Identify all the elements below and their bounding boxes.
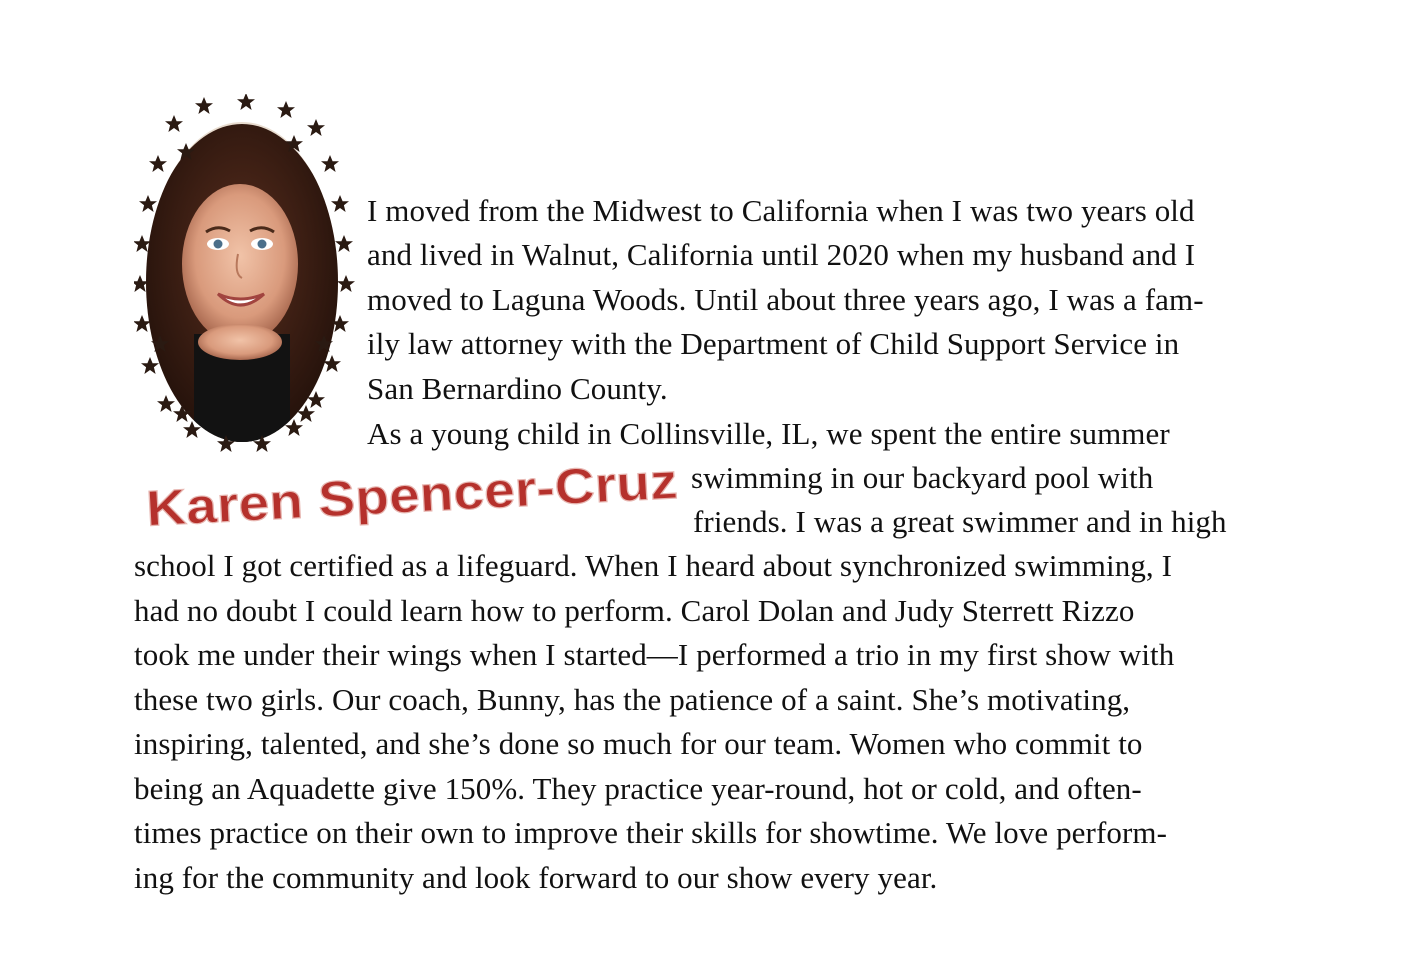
bio-line-15: times practice on their own to improve their skills for showtime. We love perform- <box>134 815 1168 850</box>
bio-line-11: took me under their wings when I started—I performed a trio in my first show with <box>134 637 1175 672</box>
bio-line-14: being an Aquadette give 150%. They practice year-round, hot or cold, and often- <box>134 771 1142 806</box>
bio-line-1: I moved from the Midwest to California when I was two years old <box>367 193 1195 228</box>
bio-line-2: and lived in Walnut, California until 2020 when my husband and I <box>367 237 1196 272</box>
bio-line-5: San Bernardino County. <box>367 371 668 406</box>
bio-line-13: inspiring, talented, and she’s done so much for our team. Women who commit to <box>134 726 1143 761</box>
bio-line-4: ily law attorney with the Department of Child Support Service in <box>367 326 1180 361</box>
bio-line-3: moved to Laguna Woods. Until about three years ago, I was a fam- <box>367 282 1204 317</box>
bio-line-6: As a young child in Collinsville, IL, we spent the entire summer <box>367 416 1170 451</box>
bio-line-7: swimming in our backyard pool with <box>691 460 1154 495</box>
bio-line-12: these two girls. Our coach, Bunny, has the patience of a saint. She’s motivating, <box>134 682 1131 717</box>
bio-line-10: had no doubt I could learn how to perform. Carol Dolan and Judy Sterrett Rizzo <box>134 593 1135 628</box>
portrait-with-star-frame-icon <box>134 94 356 456</box>
bio-line-8: friends. I was a great swimmer and in high <box>693 504 1227 539</box>
profile-photo <box>134 94 356 456</box>
bio-line-16: ing for the community and look forward to our show every year. <box>134 860 938 895</box>
name-banner <box>140 458 688 538</box>
bio-line-9: school I got certified as a lifeguard. When I heard about synchronized swimming, I <box>134 548 1173 583</box>
profile-name: Karen Spencer-Cruz <box>144 458 628 537</box>
